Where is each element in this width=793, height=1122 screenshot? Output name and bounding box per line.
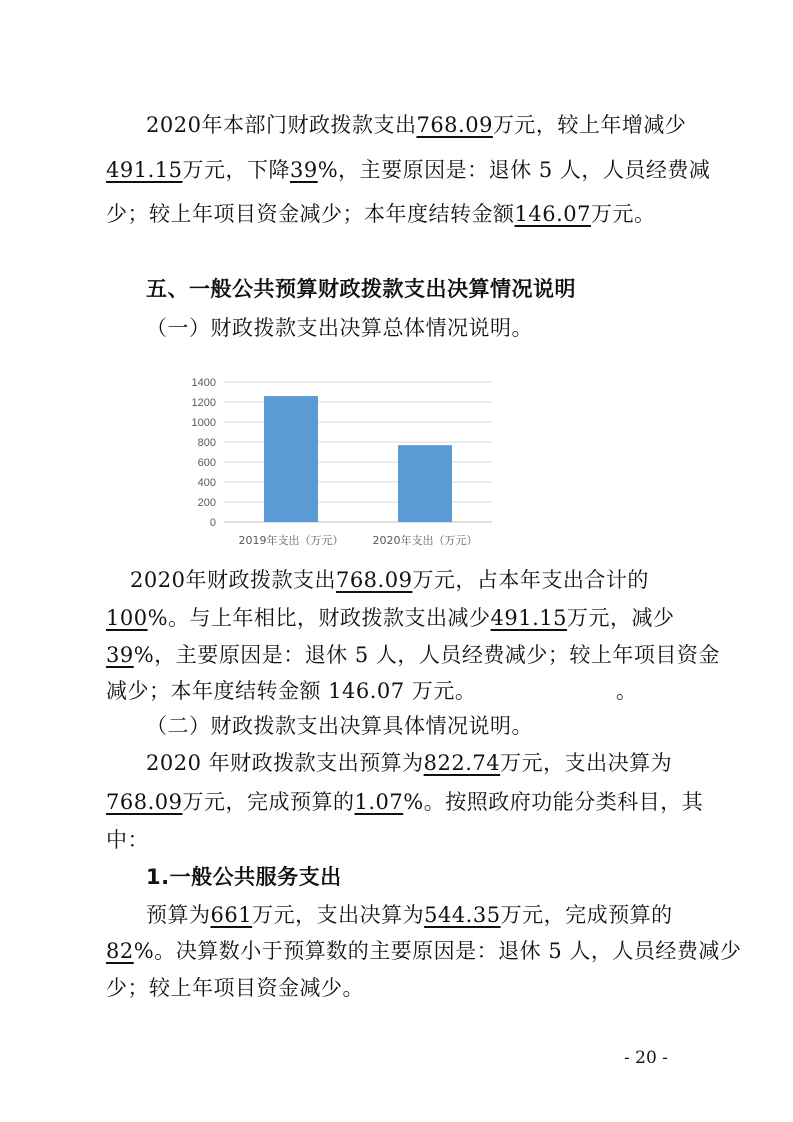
text: 2020年本部门财政拨款支出 xyxy=(146,113,417,137)
bar xyxy=(264,396,318,522)
text: 万元，占本年支出合计的 xyxy=(412,568,649,592)
para4-line1 xyxy=(146,900,673,930)
para2-line2 xyxy=(106,603,675,633)
text: 少；较上年项目资金减少；本年度结转金额 xyxy=(106,202,515,226)
section5-title: 五、一般公共预算财政拨款支出决算情况说明 xyxy=(146,277,576,301)
amount-underlined: 768.09 xyxy=(335,568,413,592)
text: 预算为 xyxy=(146,903,211,927)
para4-line3: 少；较上年项目资金减少。 xyxy=(106,976,364,1000)
amount-underlined: 768.09 xyxy=(106,790,183,814)
text: 万元，支出决算为 xyxy=(252,903,425,927)
para2-line4 xyxy=(106,676,637,706)
amount-underlined: 491.15 xyxy=(106,158,183,182)
y-tick-label: 800 xyxy=(197,437,216,449)
para1-line2 xyxy=(106,155,710,185)
amount-underlined: 822.74 xyxy=(423,751,501,775)
y-tick-label: 1200 xyxy=(191,397,216,409)
page-number: - 20 - xyxy=(624,1048,668,1068)
y-tick-label: 0 xyxy=(209,517,216,529)
text: %，主要原因是：退休 5 人，人员经费减 xyxy=(317,158,711,182)
para4-line2 xyxy=(106,936,741,966)
para1-line3 xyxy=(106,199,655,229)
text: 万元，下降 xyxy=(182,158,290,182)
text: %。与上年相比，财政拨款支出减少 xyxy=(147,606,491,630)
text: 2020年财政拨款支出 xyxy=(130,568,336,592)
amount-underlined: 544.35 xyxy=(424,903,501,927)
percent-underlined: 39 xyxy=(106,643,134,667)
para3-line3: 中： xyxy=(106,828,149,852)
text: 万元，较上年增减少 xyxy=(492,113,687,137)
y-tick-label: 600 xyxy=(197,457,216,469)
para3-line2 xyxy=(106,787,703,817)
amount-underlined: 146.07 xyxy=(514,202,591,226)
para2-line3 xyxy=(106,640,720,670)
y-tick-label: 400 xyxy=(197,477,216,489)
sub1-title: （一）财政拨款支出决算总体情况说明。 xyxy=(146,316,533,340)
y-tick-label: 200 xyxy=(197,497,216,509)
text: 减少；本年度结转金额 146.07 万元。 xyxy=(106,679,466,703)
percent-underlined: 39 xyxy=(289,158,318,182)
amount-underlined: 491.15 xyxy=(490,606,568,630)
y-tick-label: 1000 xyxy=(191,417,216,429)
para1-line1 xyxy=(146,110,686,140)
trailing-mark: 。 xyxy=(615,679,638,703)
x-category-label: 2019年支出（万元） xyxy=(238,534,344,547)
para3-line1 xyxy=(146,748,672,778)
text: 万元，完成预算的 xyxy=(182,790,355,814)
text: 万元，支出决算为 xyxy=(500,751,673,775)
text: 万元，完成预算的 xyxy=(500,903,673,927)
x-category-label: 2020年支出（万元） xyxy=(372,534,478,547)
text: 2020 年财政拨款支出预算为 xyxy=(146,751,424,775)
percent-underlined: 82 xyxy=(106,939,134,963)
bar xyxy=(398,445,452,522)
percent-underlined: 1.07 xyxy=(354,790,404,814)
percent-underlined: 100 xyxy=(106,606,148,630)
text: %。按照政府功能分类科目，其 xyxy=(403,790,704,814)
amount-underlined: 661 xyxy=(210,903,253,927)
para2-line1 xyxy=(130,565,649,595)
y-tick-label: 1400 xyxy=(191,377,216,389)
item1-title: 1.一般公共服务支出 xyxy=(146,865,342,889)
sub2-title: （二）财政拨款支出决算具体情况说明。 xyxy=(146,714,533,738)
text: %。决算数小于预算数的主要原因是：退休 5 人，人员经费减少 xyxy=(133,939,742,963)
text: %，主要原因是：退休 5 人，人员经费减少；较上年项目资金 xyxy=(133,643,720,667)
amount-underlined: 768.09 xyxy=(416,113,493,137)
text: 万元，减少 xyxy=(567,606,675,630)
bar-chart xyxy=(180,372,500,552)
text: 万元。 xyxy=(590,202,656,226)
